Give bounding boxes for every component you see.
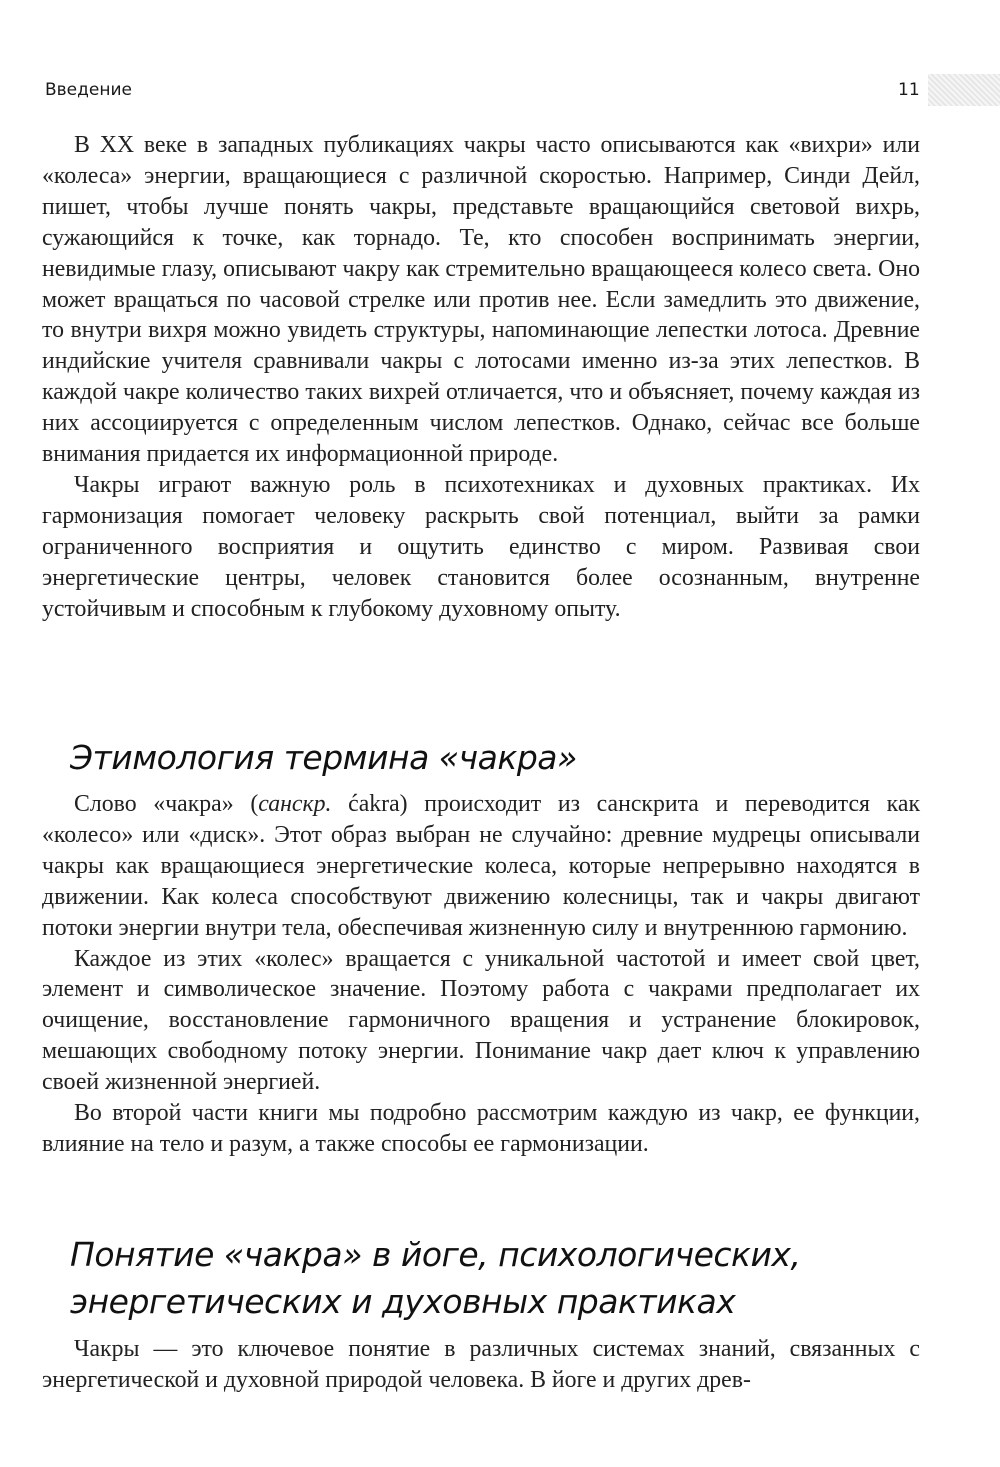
paragraph: Каждое из этих «колес» вращается с уникальной частотой и имеет свой цвет, элемент и символическое значение. Поэтому работа с чакрами предполагает их очищение, восстановление гармоничного вращения и устранение блокировок, мешающих свободному потоку энергии. Понимание чакр дает ключ к управлению своей жизненной энергией. <box>42 945 920 1096</box>
paragraph <box>42 789 920 944</box>
body-text-block-3 <box>42 1334 920 1396</box>
body-text-block-1 <box>42 130 920 625</box>
section-heading-etymology: Этимология термина «чакра» <box>70 738 577 777</box>
text-run: Слово «чакра» ( <box>74 791 259 817</box>
body-text-block-2 <box>42 789 920 1160</box>
page-number: 11 <box>898 80 920 100</box>
heading-line: Понятие «чакра» в йоге, психологических, <box>70 1235 801 1274</box>
text-run: ćakra) происходит из санскрита и переводится как «колесо» или «диск». Этот образ выбран не случайно: древние мудрецы описывали чакры как вращающиеся энергетические колеса, которые непрерывно находятся в движении. Как колеса способствуют движению колесницы, так и чакры двигают потоки энергии внутри тела, обеспечивая жизненную силу и внутреннюю гармонию. <box>42 791 921 941</box>
paragraph: Во второй части книги мы подробно рассмотрим каждую из чакр, ее функции, влияние на тело и разум, а также способы ее гармонизации. <box>42 1100 920 1157</box>
italic-abbreviation: санскр. <box>258 791 332 817</box>
heading-line: энергетических и духовных практиках <box>70 1282 736 1321</box>
paragraph: Чакры — это ключевое понятие в различных системах знаний, связанных с энергетической и духовной природой человека. В йоге и других древ- <box>42 1336 920 1393</box>
paragraph: В XX веке в западных публикациях чакры часто описываются как «вихри» или «колеса» энергии, вращающиеся с различной скоростью. Например, Синди Дейл, пишет, чтобы лучше понять чакры, представьте вращающийся световой вихрь, сужающийся к точке, как торнадо. Те, кто способен воспринимать энергии, невидимые глазу, описывают чакру как стремительно вращающееся колесо света. Оно может вращаться по часовой стрелке или против нее. Если замедлить это движение, то внутри вихря можно увидеть структуры, напоминающие лепестки лотоса. Древние индийские учителя сравнивали чакры с лотосами именно из-за этих лепестков. В каждой чакре количество таких вихрей отличается, что и объясняет, почему каждая из них ассоциируется с определенным числом лепестков. Однако, сейчас все больше внимания придается их информационной природе. <box>42 132 920 468</box>
page-edge-marker <box>928 74 1000 106</box>
running-head-section: Введение <box>45 80 132 100</box>
section-heading-concept <box>70 1231 950 1325</box>
paragraph: Чакры играют важную роль в психотехниках и духовных практиках. Их гармонизация помогает человеку раскрыть свой потенциал, выйти за рамки ограниченного восприятия и ощутить единство с миром. Развивая свои энергетические центры, человек становится более осознанным, внутренне устойчивым и способным к глубокому духовному опыту. <box>42 471 920 622</box>
